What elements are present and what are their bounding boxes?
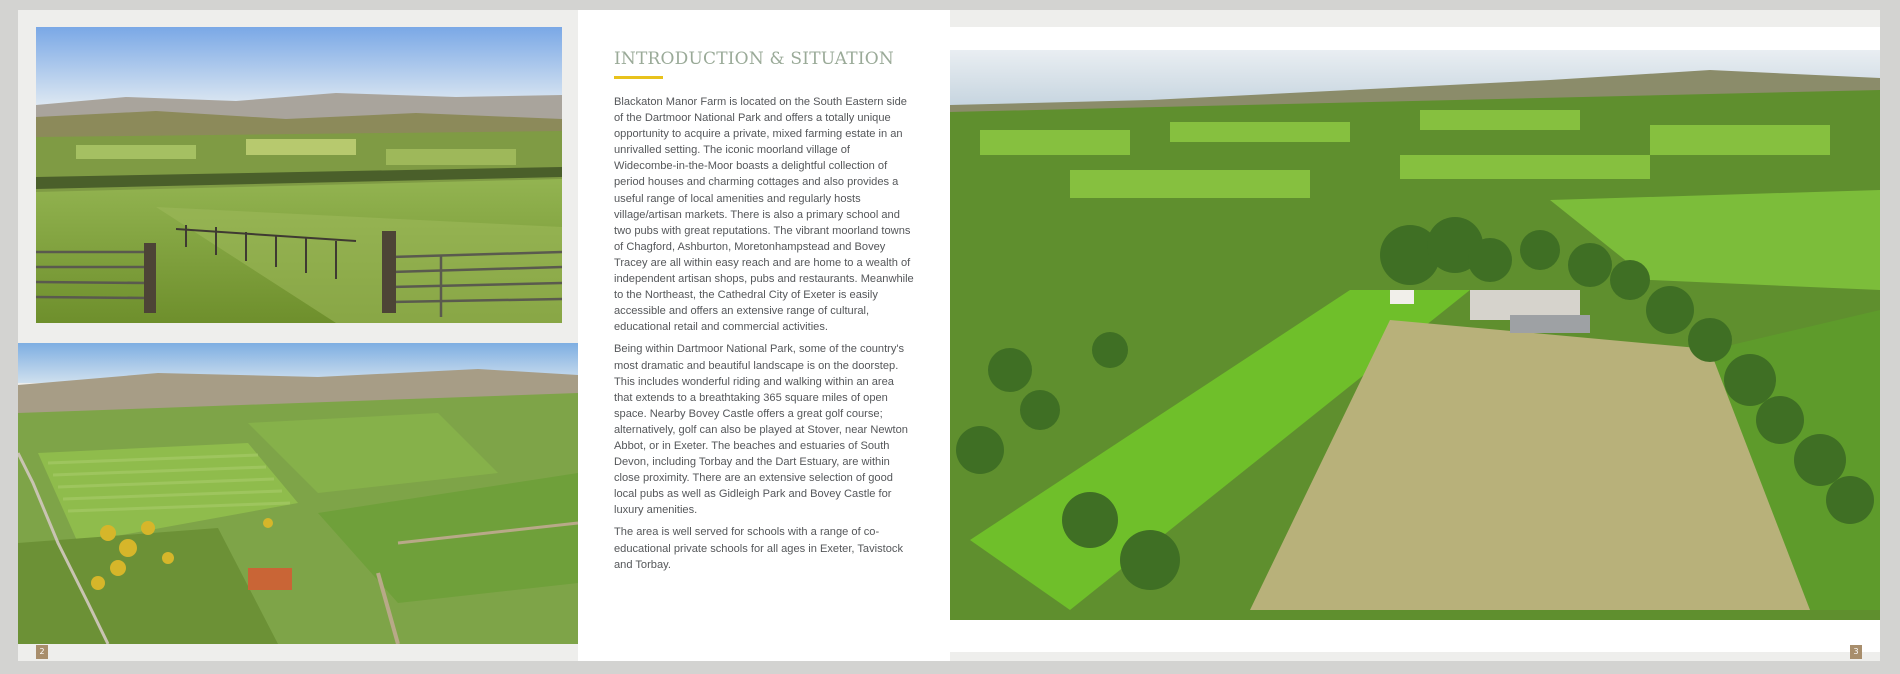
- farm-photo-image: [950, 50, 1880, 620]
- page-number-right: 3: [1850, 645, 1862, 659]
- heading-underline: [614, 76, 663, 79]
- gate-photo-image: [36, 27, 562, 323]
- aerial-fields-photo: [18, 343, 578, 644]
- intro-paragraph: Blackaton Manor Farm is located on the South Eastern side of the Dartmoor National Park and offers a totally unique opportunity to acquire a private, mixed farming estate in an unrivalled setting. The iconic moorland village of Widecombe-in-the-Moor boasts a delightful collection of period houses and charming cottages and also provides a useful range of local amenities and regularly hosts village/artisan markets. There is also a primary school and two pubs with great reputations. The vibrant moorland towns of Chagford, Ashburton, Moretonhampstead and Bovey Tracey are all within easy reach and are home to a wealth of independent artisan shops, pubs and restaurants. Meanwhile to the Northeast, the Cathedral City of Exeter is easily accessible and offers an extensive range of cultural, educational retail and commercial activities.: [614, 96, 914, 334]
- national-park-paragraph: Being within Dartmoor National Park, some of the country's most dramatic and beautiful landscape is on the doorstep. This includes wonderful riding and walking within an area that extends to a breathtaking 365 square miles of open space. Nearby Bovey Castle offers a great golf course; alternatively, golf can also be played at Stover, near Newton Abbot, or in Exeter. The beaches and estuaries of South Devon, including Torbay and the Dart Estuary, are within close proximity. There are an extensive selection of good local pubs as well as Gidleigh Park and Bovey Castle for luxury amenities.: [614, 343, 908, 517]
- fields-photo-image: [18, 343, 578, 644]
- section-heading: INTRODUCTION & SITUATION: [614, 49, 894, 69]
- schools-paragraph: The area is well served for schools with a range of co-educational private schools for all ages in Exeter, Tavistock and Torbay.: [614, 526, 904, 571]
- gate-moorland-photo: [36, 27, 562, 323]
- body-copy: [614, 94, 914, 579]
- page-number-left: 2: [36, 645, 48, 659]
- aerial-farm-photo: [950, 50, 1880, 620]
